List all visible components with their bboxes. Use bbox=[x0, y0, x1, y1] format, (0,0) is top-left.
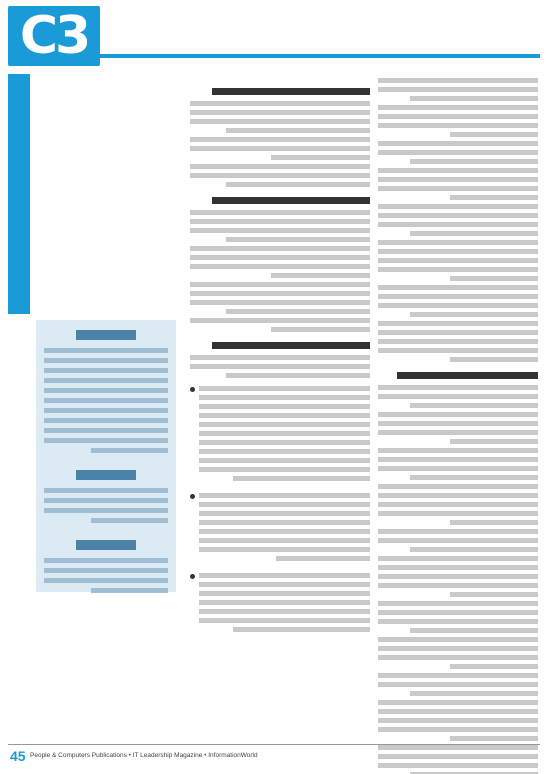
article-column-right bbox=[378, 78, 538, 718]
article-column-middle bbox=[190, 78, 370, 718]
bullet-item bbox=[190, 493, 370, 565]
c3-logo: C3 bbox=[8, 6, 100, 66]
bullet-icon bbox=[190, 574, 195, 579]
sidebar-heading bbox=[76, 540, 136, 550]
question-heading bbox=[212, 88, 370, 95]
sidebar-heading bbox=[76, 470, 136, 480]
bullet-item bbox=[190, 386, 370, 485]
bullet-item bbox=[190, 573, 370, 636]
sidebar-box bbox=[36, 320, 176, 592]
masthead-rule bbox=[100, 54, 540, 58]
article-subheading bbox=[397, 372, 538, 379]
bullet-icon bbox=[190, 494, 195, 499]
question-heading bbox=[212, 342, 370, 349]
section-tab-label bbox=[8, 74, 30, 314]
question-heading bbox=[212, 197, 370, 204]
sidebar-heading bbox=[76, 330, 136, 340]
bullet-icon bbox=[190, 387, 195, 392]
page-number: 45 bbox=[10, 748, 26, 764]
footer-publication: People & Computers Publications • IT Leadership Magazine • InformationWorld bbox=[30, 752, 258, 759]
footer-rule bbox=[8, 744, 540, 745]
